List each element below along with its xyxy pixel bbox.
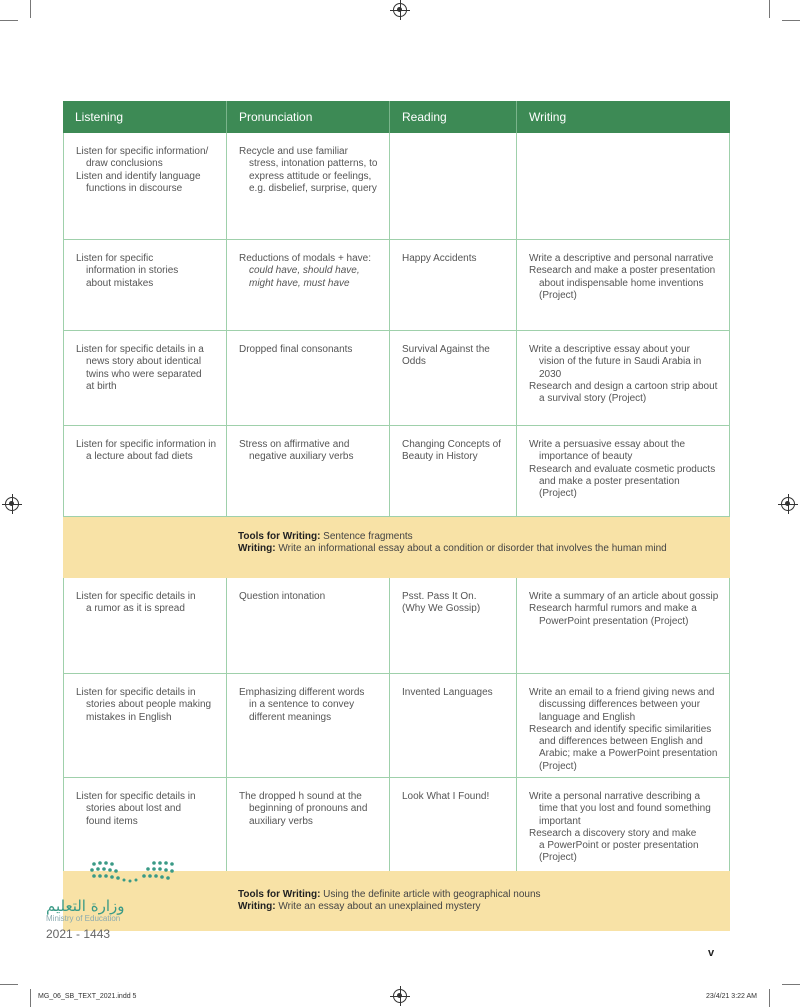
crop-mark xyxy=(0,984,18,985)
cell-line: Dropped final consonants xyxy=(239,344,353,355)
cell-line: Listen for specific details in xyxy=(76,591,196,602)
cell-line: 2030 xyxy=(539,368,562,380)
cell-line: a rumor as it is spread xyxy=(86,603,185,615)
table-header xyxy=(63,101,730,133)
writing-text: Write an essay about an unexplained mystery xyxy=(275,901,481,913)
ministry-arabic-name: وزارة التعليم xyxy=(46,897,125,915)
cell-line: stress, intonation patterns, to xyxy=(249,158,378,170)
cell-line: functions in discourse xyxy=(86,182,183,194)
cell-line: Arabic; make a PowerPoint presentation xyxy=(539,748,718,760)
cell-line: Write an email to a friend giving news and xyxy=(529,687,715,698)
reading-cell xyxy=(389,778,516,871)
cell-line: mistakes in English xyxy=(86,711,172,723)
cell-line: Listen for specific details in xyxy=(76,791,196,802)
ministry-logo-icon xyxy=(46,856,186,896)
cell-line: Research and evaluate cosmetic products xyxy=(529,463,716,475)
cell-line: auxiliary verbs xyxy=(249,815,313,827)
listening-cell xyxy=(63,674,226,778)
cell-line: importance of beauty xyxy=(539,451,633,463)
cell-line: about indispensable home inventions xyxy=(539,277,704,289)
table-row xyxy=(63,426,730,517)
cell-line: Research and make a poster presentation xyxy=(529,265,716,277)
cell-line: Look What I Found! xyxy=(402,791,490,802)
listening-cell xyxy=(63,133,226,240)
cell-line: (Project) xyxy=(539,852,577,864)
reading-cell xyxy=(389,133,516,240)
cell-line: (Project) xyxy=(539,488,577,500)
cell-line: Write a descriptive and personal narrative xyxy=(529,253,714,264)
reading-cell xyxy=(389,674,516,778)
registration-mark-icon xyxy=(393,3,407,17)
listening-cell xyxy=(63,240,226,331)
band-line xyxy=(238,901,730,913)
crop-mark xyxy=(769,0,770,18)
unit-band xyxy=(63,517,730,578)
reading-cell xyxy=(389,240,516,331)
cell-line: in a sentence to convey xyxy=(249,699,355,711)
header-pronunciation: Pronunciation xyxy=(226,101,389,133)
cell-line: Changing Concepts of xyxy=(402,439,501,450)
cell-line: Listen for specific information in xyxy=(76,439,217,450)
cell-line: Invented Languages xyxy=(402,687,493,698)
listening-cell xyxy=(63,578,226,674)
cell-line: beginning of pronouns and xyxy=(249,803,368,815)
listening-cell xyxy=(63,331,226,426)
cell-line: Stress on affirmative and xyxy=(239,439,350,450)
band-line xyxy=(238,889,730,901)
writing-label: Writing: xyxy=(238,543,276,555)
cell-line: discussing differences between your xyxy=(539,699,701,711)
cell-line: about mistakes xyxy=(86,277,154,289)
cell-line: (Project) xyxy=(539,760,577,772)
writing-text: Write an informational essay about a condition or disorder that involves the human mind xyxy=(275,543,667,555)
cell-line: Write a descriptive essay about your xyxy=(529,344,691,355)
reading-cell xyxy=(389,578,516,674)
footer-timestamp: 23/4/21 3:22 AM xyxy=(706,993,757,1000)
cell-line: a lecture about fad diets xyxy=(86,451,193,463)
tools-label: Tools for Writing: xyxy=(238,889,321,900)
table-row xyxy=(63,240,730,331)
writing-cell xyxy=(516,578,730,674)
registration-mark-icon xyxy=(393,989,407,1003)
cell-line: information in stories xyxy=(86,265,179,277)
edition-year: 2021 - 1443 xyxy=(46,927,111,941)
cell-line: e.g. disbelief, surprise, query xyxy=(249,182,377,194)
cell-line: Research harmful rumors and make a xyxy=(529,603,697,615)
cell-line: Reductions of modals + have: xyxy=(239,253,372,264)
cell-line: Listen and identify language xyxy=(76,170,201,182)
crop-mark xyxy=(782,984,800,985)
cell-line: (Why We Gossip) xyxy=(402,603,481,615)
cell-line: Happy Accidents xyxy=(402,253,477,264)
writing-cell xyxy=(516,331,730,426)
cell-line: draw conclusions xyxy=(86,158,163,170)
header-reading: Reading xyxy=(389,101,516,133)
header-writing: Writing xyxy=(516,101,730,133)
band-line xyxy=(238,543,730,555)
writing-label: Writing: xyxy=(238,901,276,913)
tools-label: Tools for Writing: xyxy=(238,531,321,542)
registration-mark-icon xyxy=(5,497,19,511)
crop-mark xyxy=(30,0,31,18)
cell-line: vision of the future in Saudi Arabia in xyxy=(539,356,702,368)
cell-line: Survival Against the xyxy=(402,344,490,355)
table-row xyxy=(63,331,730,426)
cell-line: (Project) xyxy=(539,289,577,301)
cell-line: Research and design a cartoon strip about xyxy=(529,380,718,392)
writing-cell xyxy=(516,240,730,331)
pronunciation-cell xyxy=(226,240,389,331)
cell-line: a PowerPoint or poster presentation xyxy=(539,840,699,852)
reading-cell xyxy=(389,331,516,426)
cell-line: news story about identical xyxy=(86,356,202,368)
cell-line: different meanings xyxy=(249,711,332,723)
table-row xyxy=(63,578,730,674)
pronunciation-cell xyxy=(226,133,389,240)
cell-line: Research a discovery story and make xyxy=(529,827,697,839)
cell-line: Write a persuasive essay about the xyxy=(529,439,686,450)
writing-cell xyxy=(516,426,730,517)
table-row xyxy=(63,133,730,240)
crop-mark xyxy=(782,20,800,21)
header-listening: Listening xyxy=(75,110,124,124)
cell-line: and make a poster presentation xyxy=(539,475,680,487)
cell-line: Listen for specific details in xyxy=(76,687,196,698)
crop-mark xyxy=(30,989,31,1007)
pronunciation-cell xyxy=(226,331,389,426)
reading-cell xyxy=(389,426,516,517)
cell-line: Write a personal narrative describing a xyxy=(529,791,701,802)
cell-line: express attitude or feelings, xyxy=(249,170,372,182)
cell-line: Write a summary of an article about gossip xyxy=(529,591,719,602)
cell-line: found items xyxy=(86,815,138,827)
pronunciation-cell xyxy=(226,426,389,517)
pronunciation-cell xyxy=(226,778,389,871)
cell-line: Research and identify specific similarities xyxy=(529,723,712,735)
cell-line: Beauty in History xyxy=(402,451,478,463)
cell-line: Listen for specific details in a xyxy=(76,344,204,355)
pronunciation-cell xyxy=(226,674,389,778)
cell-line: stories about lost and xyxy=(86,803,182,815)
ministry-english-name: Ministry of Education xyxy=(46,914,121,923)
crop-mark xyxy=(769,989,770,1007)
cell-line: could have, should have, xyxy=(249,265,360,277)
cell-line: a survival story (Project) xyxy=(539,393,647,405)
band-line xyxy=(238,531,730,543)
cell-line: Psst. Pass It On. xyxy=(402,591,477,602)
cell-line: Odds xyxy=(402,356,426,368)
cell-line: Emphasizing different words xyxy=(239,687,365,698)
cell-line: Listen for specific xyxy=(76,253,154,264)
cell-line: stories about people making xyxy=(86,699,212,711)
cell-line: twins who were separated xyxy=(86,368,202,380)
cell-line: negative auxiliary verbs xyxy=(249,451,354,463)
cell-line: at birth xyxy=(86,380,117,392)
tools-text: Using the definite article with geographical nouns xyxy=(320,889,541,900)
registration-mark-icon xyxy=(781,497,795,511)
writing-cell xyxy=(516,778,730,871)
tools-text: Sentence fragments xyxy=(320,531,413,542)
cell-line: language and English xyxy=(539,711,636,723)
cell-line: might have, must have xyxy=(249,277,350,289)
cell-line: important xyxy=(539,815,581,827)
writing-cell xyxy=(516,674,730,778)
syllabus-table xyxy=(63,101,730,931)
cell-line: The dropped h sound at the xyxy=(239,791,362,802)
page-number: v xyxy=(708,947,715,959)
cell-line: time that you lost and found something xyxy=(539,803,711,815)
footer-file-name: MG_06_SB_TEXT_2021.indd 5 xyxy=(38,993,137,1000)
cell-line: Listen for specific information/ xyxy=(76,146,209,157)
cell-line: and differences between English and xyxy=(539,736,703,748)
crop-mark xyxy=(0,20,18,21)
writing-cell xyxy=(516,133,730,240)
cell-line: Recycle and use familiar xyxy=(239,146,348,157)
cell-line: PowerPoint presentation (Project) xyxy=(539,615,689,627)
table-row xyxy=(63,674,730,778)
cell-line: Question intonation xyxy=(239,591,326,602)
pronunciation-cell xyxy=(226,578,389,674)
listening-cell xyxy=(63,426,226,517)
